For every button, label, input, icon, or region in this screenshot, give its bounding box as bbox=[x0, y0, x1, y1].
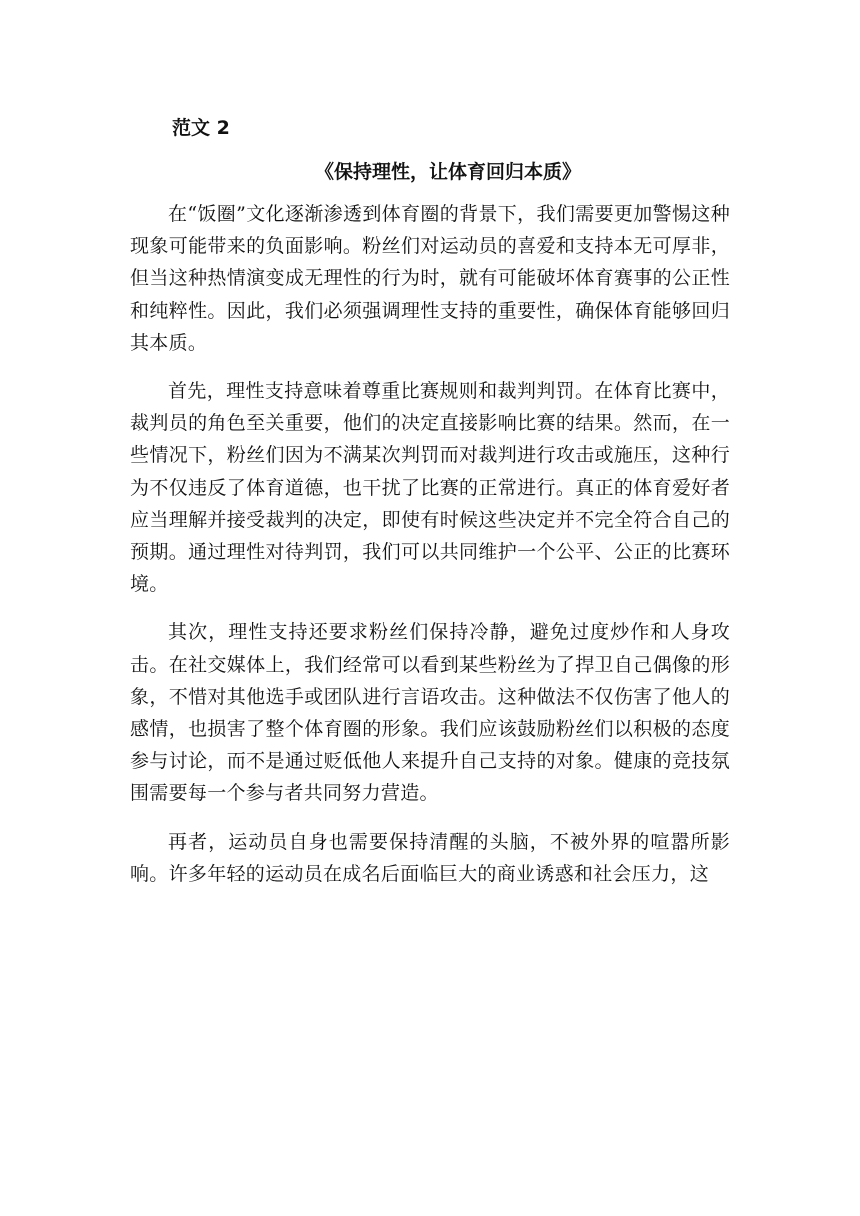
essay-body bbox=[130, 198, 730, 890]
paragraph-1: 在“饭圈”文化逐渐渗透到体育圈的背景下，我们需要更加警惕这种现象可能带来的负面影响。粉丝们对运动员的喜爱和支持本无可厚非，但当这种热情演变成无理性的行为时，就有可能破坏体育赛事的公正性和纯粹性。因此，我们必须强调理性支持的重要性，确保体育能够回归其本质。 bbox=[130, 203, 730, 354]
paragraph-4: 再者，运动员自身也需要保持清醒的头脑，不被外界的喧嚣所影响。许多年轻的运动员在成名后面临巨大的商业诱惑和社会压力，这 bbox=[130, 830, 730, 885]
paragraph-2: 首先，理性支持意味着尊重比赛规则和裁判判罚。在体育比赛中，裁判员的角色至关重要，他们的决定直接影响比赛的结果。然而，在一些情况下，粉丝们因为不满某次判罚而对裁判进行攻击或施压，这种行为不仅违反了体育道德，也干扰了比赛的正常进行。真正的体育爱好者应当理解并接受裁判的决定，即使有时候这些决定并不完全符合自己的预期。通过理性对待判罚，我们可以共同维护一个公平、公正的比赛环境。 bbox=[130, 380, 730, 596]
paragraph-3: 其次，理性支持还要求粉丝们保持冷静，避免过度炒作和人身攻击。在社交媒体上，我们经常可以看到某些粉丝为了捍卫自己偶像的形象，不惜对其他选手或团队进行言语攻击。这种做法不仅伤害了他人的感情，也损害了整个体育圈的形象。我们应该鼓励粉丝们以积极的态度参与讨论，而不是通过贬低他人来提升自己支持的对象。健康的竞技氛围需要每一个参与者共同努力营造。 bbox=[130, 621, 730, 805]
section-heading: 范文 2 bbox=[172, 117, 230, 139]
essay-title: 《保持理性，让体育回归本质》 bbox=[314, 161, 581, 183]
